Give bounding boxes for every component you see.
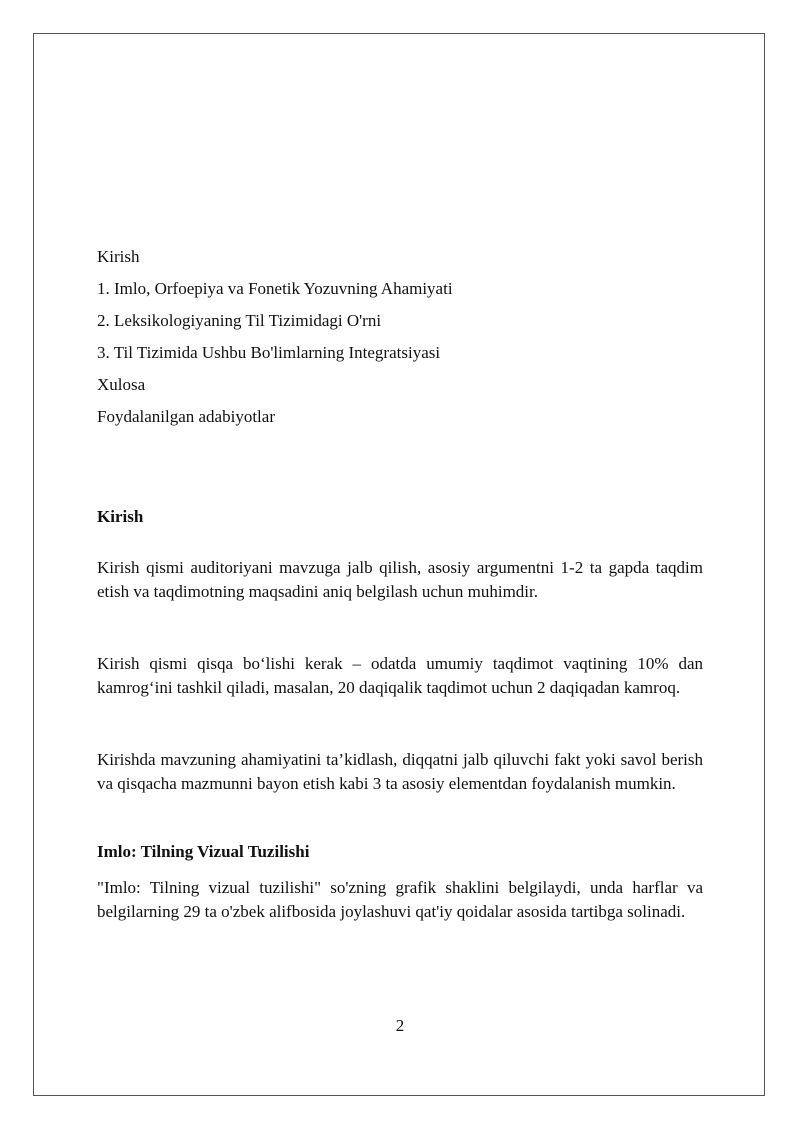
intro-paragraph-3: Kirishda mavzuning ahamiyatini ta’kidlash, diqqatni jalb qiluvchi fakt yoki savol berish va qisqacha mazmunni bayon etish kabi 3 ta asosiy elementdan foydalanish mumkin. [97,750,703,793]
toc-item-conclusion: Xulosa [97,375,146,394]
table-of-contents [97,241,703,433]
intro-paragraph-1: Kirish qismi auditoriyani mavzuga jalb qilish, asosiy argumentni 1-2 ta gapda taqdim etish va taqdimotning maqsadini aniq belgilash uchun muhimdir. [97,558,703,601]
toc-item-2: 2. Leksikologiyaning Til Tizimidagi O'rni [97,311,382,330]
intro-paragraph-2: Kirish qismi qisqa bo‘lishi kerak – odatda umumiy taqdimot vaqtining 10% dan kamrog‘ini tashkil qiladi, masalan, 20 daqiqalik taqdimot uchun 2 daqiqadan kamroq. [97,654,703,697]
section-heading-imlo: Imlo: Tilning Vizual Tuzilishi [97,842,310,861]
section-heading-intro: Kirish [97,507,144,526]
toc-item-3: 3. Til Tizimida Ushbu Bo'limlarning Integratsiyasi [97,343,441,362]
toc-item-intro: Kirish [97,247,140,266]
imlo-paragraph-1: "Imlo: Tilning vizual tuzilishi" so'zning grafik shaklini belgilaydi, unda harflar va belgilarning 29 ta o'zbek alifbosida joylashuvi qat'iy qoidalar asosida tartibga solinadi. [97,878,703,921]
toc-item-1: 1. Imlo, Orfoepiya va Fonetik Yozuvning Ahamiyati [97,279,453,298]
page-number: 2 [395,1016,405,1035]
toc-item-references: Foydalanilgan adabiyotlar [97,407,275,426]
page-content [97,241,703,924]
